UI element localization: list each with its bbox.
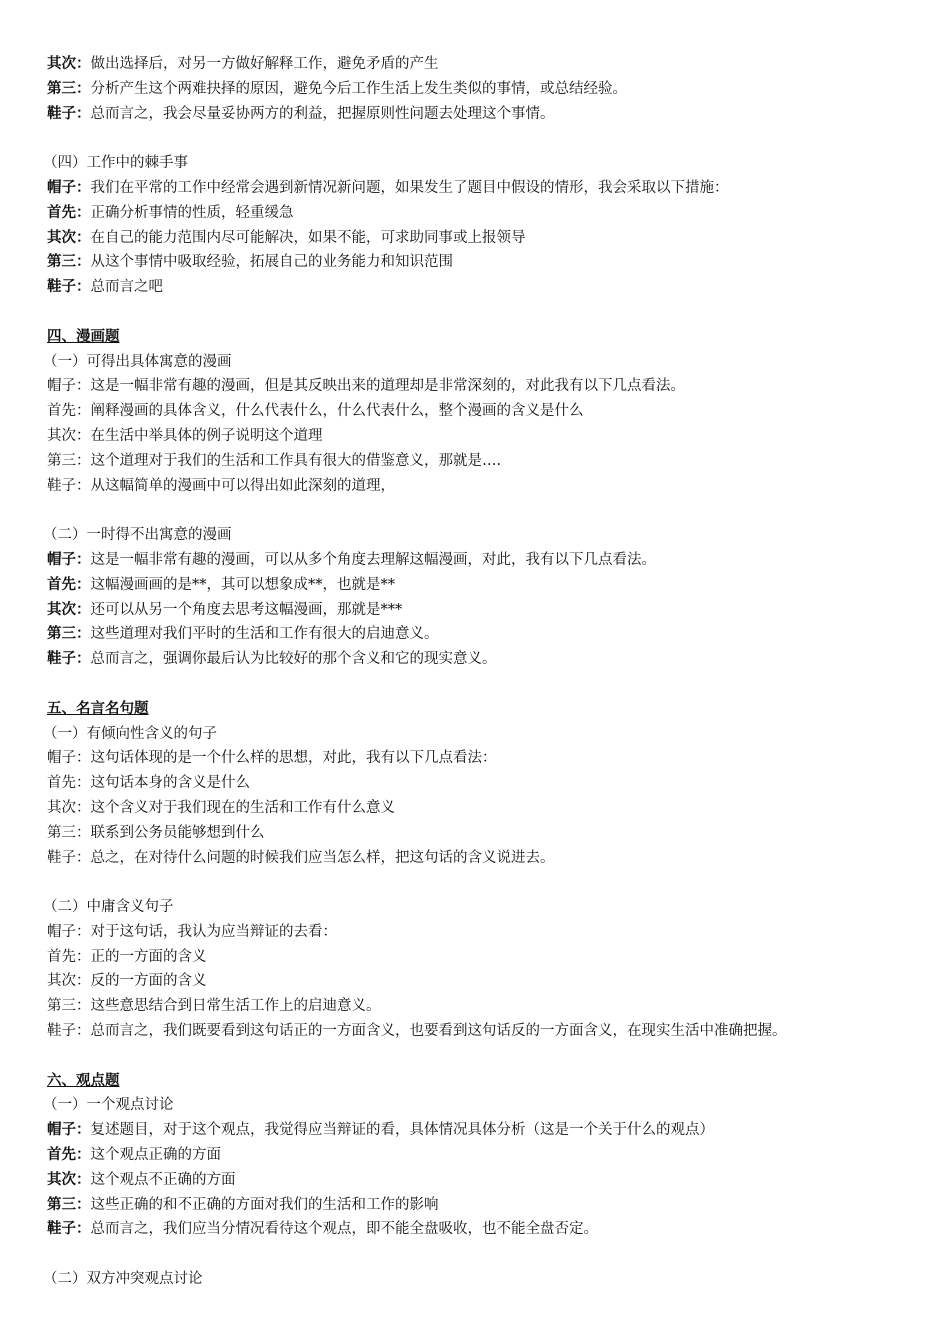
- line-label: 帽子：: [47, 1121, 91, 1139]
- line-text: 这是一幅非常有趣的漫画，可以从多个角度去理解这幅漫画，对此，我有以下几点看法。: [90, 551, 656, 568]
- template-line: [47, 176, 937, 201]
- template-line: [47, 77, 937, 102]
- template-line: [47, 1193, 937, 1218]
- template-line: [47, 275, 937, 300]
- template-line: [47, 573, 937, 598]
- line-label: 第三：: [47, 1195, 91, 1213]
- line-label: 首先：: [47, 403, 91, 420]
- line-label: 其次：: [47, 973, 91, 990]
- template-line: [47, 622, 937, 647]
- template-line: [47, 945, 937, 970]
- line-text: 这些正确的和不正确的方面对我们的生活和工作的影响: [90, 1196, 439, 1213]
- template-line: [47, 796, 937, 821]
- template-line: [47, 474, 937, 499]
- line-text: 总之，在对待什么问题的时候我们应当怎么样，把这句话的含义说进去。: [90, 849, 555, 866]
- section-heading: [47, 697, 937, 722]
- line-text: 这句话体现的是一个什么样的思想，对此，我有以下几点看法：: [90, 750, 497, 767]
- subsection-title: [43, 722, 937, 747]
- line-label: 鞋子：: [47, 650, 91, 668]
- section-heading-text: 五、名言名句题: [47, 699, 149, 717]
- subsection-title: [43, 523, 937, 548]
- template-line: [47, 1217, 937, 1242]
- line-text: 从这幅简单的漫画中可以得出如此深刻的道理，: [90, 477, 395, 494]
- section-heading: [47, 1069, 937, 1094]
- section-heading-text: 六、观点题: [47, 1071, 120, 1089]
- template-line: [47, 424, 937, 449]
- line-label: 第三：: [47, 998, 91, 1015]
- line-text: 正确分析事情的性质，轻重缓急: [90, 204, 294, 221]
- line-label: 第三：: [47, 79, 91, 97]
- line-text: 联系到公务员能够想到什么: [90, 824, 265, 841]
- line-label: 首先：: [47, 1146, 91, 1164]
- line-label: 鞋子：: [47, 849, 91, 866]
- line-text: 这个观点正确的方面: [90, 1147, 221, 1164]
- line-label: 首先：: [47, 575, 91, 593]
- line-text: 这些道理对我们平时的生活和工作有很大的启迪意义。: [90, 626, 439, 643]
- line-label: 第三：: [47, 452, 91, 469]
- subsection-title-text: （一）一个观点讨论: [43, 1097, 174, 1114]
- template-line: [47, 1143, 937, 1168]
- template-line: [47, 647, 937, 672]
- line-text: 反的一方面的含义: [90, 973, 207, 990]
- template-line: [47, 994, 937, 1019]
- line-text: 正的一方面的含义: [90, 948, 207, 965]
- subsection-title: [43, 350, 937, 375]
- template-line: [47, 102, 937, 127]
- line-label: 第三：: [47, 824, 91, 841]
- line-text: 在生活中举具体的例子说明这个道理: [90, 427, 323, 444]
- line-label: 其次：: [47, 600, 91, 618]
- template-line: [47, 52, 937, 77]
- line-label: 其次：: [47, 55, 91, 72]
- template-line: [47, 399, 937, 424]
- line-label: 其次：: [47, 799, 91, 816]
- line-label: 其次：: [47, 228, 91, 246]
- template-line: [47, 1019, 937, 1044]
- template-line: [47, 746, 937, 771]
- line-label: 鞋子：: [47, 1023, 91, 1040]
- line-text: 总而言之，强调你最后认为比较好的那个含义和它的现实意义。: [90, 651, 497, 668]
- template-line: [47, 226, 937, 251]
- line-text: 还可以从另一个角度去思考这幅漫画，那就是***: [90, 601, 403, 618]
- subsection-title-text: （一）可得出具体寓意的漫画: [43, 353, 232, 370]
- template-line: [47, 846, 937, 871]
- line-text: 从这个事情中吸取经验，拓展自己的业务能力和知识范围: [90, 254, 453, 271]
- line-text: 做出选择后，对另一方做好解释工作，避免矛盾的产生: [90, 56, 439, 72]
- section-heading: [47, 325, 937, 350]
- subsection-title-text: （二）中庸含义句子: [43, 899, 174, 916]
- line-label: 帽子：: [47, 923, 91, 940]
- template-line: [47, 449, 937, 474]
- line-label: 第三：: [47, 253, 91, 271]
- line-label: 帽子：: [47, 750, 91, 767]
- line-label: 鞋子：: [47, 477, 91, 494]
- template-line: [47, 598, 937, 623]
- subsection-title: [43, 1093, 937, 1118]
- line-label: 其次：: [47, 1170, 91, 1188]
- line-label: 帽子：: [47, 378, 91, 395]
- line-text: 阐释漫画的具体含义，什么代表什么，什么代表什么，整个漫画的含义是什么: [90, 403, 584, 420]
- line-text: 在自己的能力范围内尽可能解决，如果不能，可求助同事或上报领导: [90, 229, 526, 246]
- line-label: 鞋子：: [47, 278, 91, 296]
- line-text: 总而言之，我们应当分情况看待这个观点，即不能全盘吸收，也不能全盘否定。: [90, 1221, 598, 1238]
- subsection-title-text: （二）双方冲突观点讨论: [43, 1271, 203, 1288]
- line-label: 帽子：: [47, 178, 91, 196]
- line-text: 这幅漫画画的是**，其可以想象成**，也就是**: [90, 576, 395, 593]
- line-label: 其次：: [47, 427, 91, 444]
- line-label: 第三：: [47, 625, 91, 643]
- line-text: 总而言之吧: [90, 279, 163, 296]
- line-label: 鞋子：: [47, 1220, 91, 1238]
- section-heading-text: 四、漫画题: [47, 327, 120, 345]
- line-label: 鞋子：: [47, 104, 91, 122]
- subsection-title: [43, 1267, 937, 1292]
- line-text: 总而言之，我们既要看到这句话正的一方面含义，也要看到这句话反的一方面含义，在现实生活中准确把握。: [90, 1023, 787, 1040]
- line-text: 这个观点不正确的方面: [90, 1171, 236, 1188]
- line-text: 这个道理对于我们的生活和工作具有很大的借鉴意义，那就是….: [90, 452, 502, 469]
- template-line: [47, 821, 937, 846]
- template-line: [47, 374, 937, 399]
- line-label: 帽子：: [47, 550, 91, 568]
- line-text: 这句话本身的含义是什么: [90, 775, 250, 792]
- template-line: [47, 771, 937, 796]
- line-text: 复述题目，对于这个观点，我觉得应当辩证的看，具体情况具体分析（这是一个关于什么的观点）: [90, 1122, 714, 1139]
- subsection-title: [43, 151, 937, 176]
- template-line: [47, 250, 937, 275]
- template-line: [47, 969, 937, 994]
- subsection-title-text: （四）工作中的棘手事: [43, 155, 188, 172]
- line-text: 这是一幅非常有趣的漫画，但是其反映出来的道理却是非常深刻的，对此我有以下几点看法。: [90, 378, 685, 395]
- subsection-title-text: （一）有倾向性含义的句子: [43, 725, 217, 742]
- template-line: [47, 548, 937, 573]
- subsection-title-text: （二）一时得不出寓意的漫画: [43, 527, 232, 544]
- line-text: 总而言之，我会尽量妥协两方的利益，把握原则性问题去处理这个事情。: [90, 105, 555, 122]
- line-text: 对于这句话，我认为应当辩证的去看：: [90, 923, 337, 940]
- line-label: 首先：: [47, 775, 91, 792]
- line-text: 这些意思结合到日常生活工作上的启迪意义。: [90, 998, 381, 1015]
- template-line: [47, 920, 937, 945]
- template-line: [47, 201, 937, 226]
- line-label: 首先：: [47, 948, 91, 965]
- line-text: 这个含义对于我们现在的生活和工作有什么意义: [90, 799, 395, 816]
- line-text: 分析产生这个两难抉择的原因，避免今后工作生活上发生类似的事情，或总结经验。: [90, 80, 627, 97]
- subsection-title: [43, 895, 937, 920]
- line-text: 我们在平常的工作中经常会遇到新情况新问题，如果发生了题目中假设的情形，我会采取以下措施：: [90, 179, 729, 196]
- template-line: [47, 1118, 937, 1143]
- document-page: [43, 52, 937, 1292]
- line-label: 首先：: [47, 203, 91, 221]
- template-line: [47, 1168, 937, 1193]
